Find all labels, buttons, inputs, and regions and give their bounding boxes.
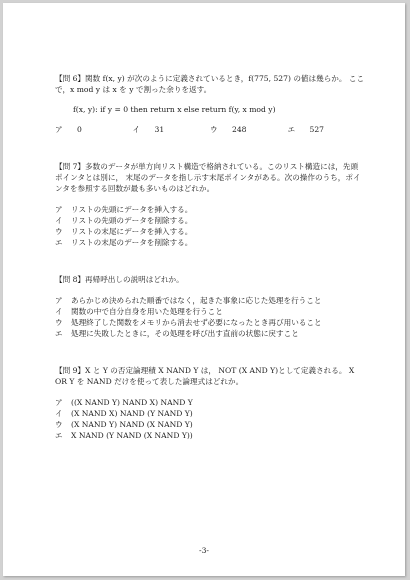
question-9-option (55, 408, 365, 419)
page-content (55, 73, 365, 461)
option-value: X NAND (Y NAND (X NAND Y)) (71, 431, 193, 440)
option-value: 0 (77, 125, 82, 134)
option-value: 248 (232, 125, 247, 134)
option-value: あらかじめ決められた順番ではなく，起きた事象に応じた処理を行うこと (71, 296, 322, 305)
option-key: イ (132, 125, 141, 134)
question-6-option (133, 124, 211, 135)
question-6-option (55, 124, 133, 135)
question-9-options (55, 397, 365, 441)
option-key: ウ (55, 227, 63, 236)
option-key: ア (55, 398, 63, 407)
option-value: 527 (309, 125, 324, 134)
option-value: リストの先頭のデータを削除する。 (71, 216, 193, 225)
option-key: エ (287, 125, 296, 134)
question-7-option (55, 204, 365, 215)
question-8-option (55, 328, 365, 339)
question-6-code: f(x, y): if y = 0 then return x else return f(y, x mod y) (73, 105, 276, 114)
option-key: ア (55, 125, 63, 134)
question-9 (55, 365, 365, 441)
option-value: リストの末尾にデータを挿入する。 (71, 227, 193, 236)
question-8 (55, 274, 365, 339)
option-key: エ (55, 329, 63, 338)
option-value: 処理終了した関数をメモリから消去せず必要になったとき再び用いること (71, 318, 322, 327)
option-value: ((X NAND Y) NAND X) NAND Y (71, 398, 193, 407)
option-key: エ (55, 431, 63, 440)
question-9-option (55, 419, 365, 430)
question-7-option (55, 237, 365, 248)
question-8-option (55, 295, 365, 306)
question-8-option (55, 317, 365, 328)
question-6-options (55, 124, 365, 135)
page-number: -3- (199, 546, 209, 555)
option-key: イ (55, 409, 63, 418)
option-key: エ (55, 238, 63, 247)
question-8-option (55, 306, 365, 317)
option-value: 関数の中で自分自身を用いた処理を行うこと (71, 307, 223, 316)
option-key: ウ (55, 420, 63, 429)
question-7-text: 【問 7】多数のデータが単方向リスト構造で格納されている。このリスト構造には，先頭ポインタとは別に， 末尾のデータを指し示す末尾ポインタがある。次の操作のうち，ポインタを参照する回数が最も多いものはどれか。 (55, 162, 361, 193)
question-9-option (55, 430, 365, 441)
option-key: ウ (55, 318, 63, 327)
option-value: リストの先頭にデータを挿入する。 (71, 205, 193, 214)
question-7-option (55, 226, 365, 237)
question-7-option (55, 215, 365, 226)
option-key: イ (55, 307, 63, 316)
option-value: (X NAND Y) NAND (X NAND Y) (71, 420, 193, 429)
option-key: ア (55, 296, 63, 305)
question-6 (55, 73, 365, 135)
question-7-options (55, 204, 365, 248)
question-6-option (210, 124, 288, 135)
option-key: ア (55, 205, 63, 214)
option-value: 31 (154, 125, 165, 134)
question-7 (55, 161, 365, 248)
option-key: ウ (210, 125, 218, 134)
question-8-text: 【問 8】再帰呼出しの説明はどれか。 (55, 275, 184, 284)
option-key: イ (55, 216, 63, 225)
question-6-option (288, 124, 366, 135)
question-9-option (55, 397, 365, 408)
question-8-options (55, 295, 365, 339)
question-9-text: 【問 9】X と Y の否定論理積 X NAND Y は， NOT (X AND Y)として定義される。 X OR Y を NAND だけを使って表した論理式はどれか。 (55, 366, 355, 386)
option-value: 処理に失敗したときに，その処理を呼び出す直前の状態に戻すこと (71, 329, 299, 338)
document-page (3, 3, 405, 576)
option-value: (X NAND X) NAND (Y NAND Y) (71, 409, 193, 418)
question-6-text: 【問 6】関数 f(x, y) が次のように定義されているとき，f(775, 527) の値は幾らか。 ここで，x mod y は x を y で割った余りを返す。 (55, 74, 365, 94)
option-value: リストの末尾のデータを削除する。 (71, 238, 193, 247)
